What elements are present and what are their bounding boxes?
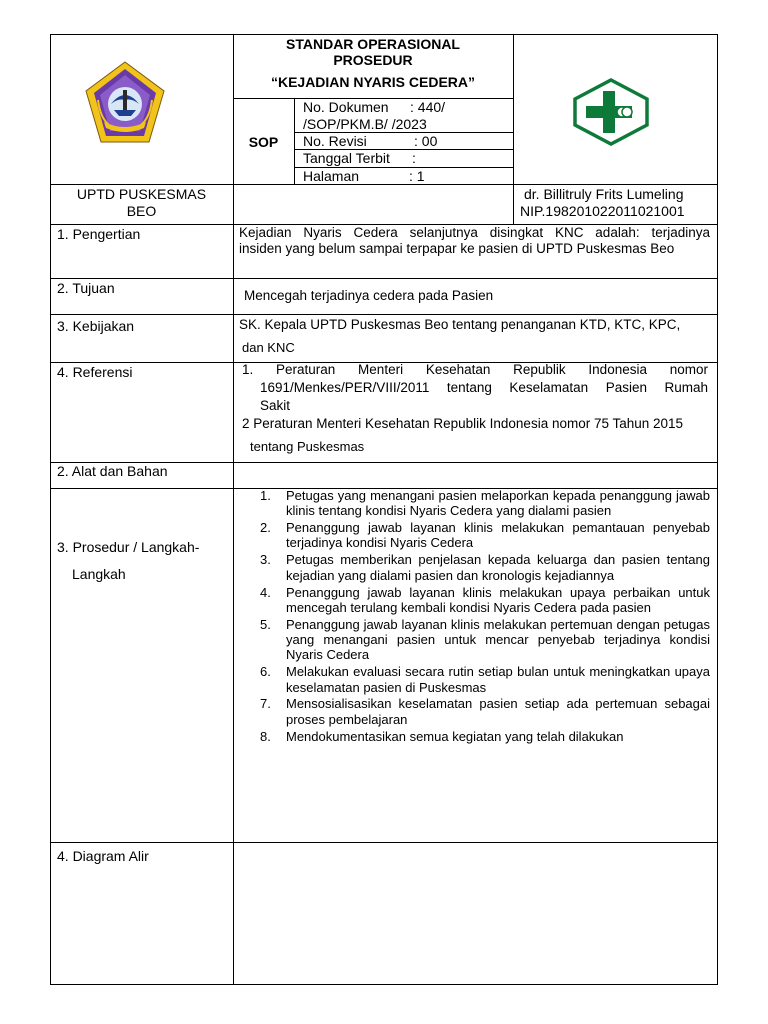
diagram-alir-label: 4. Diagram Alir bbox=[57, 848, 149, 864]
kebijakan-text: SK. Kepala UPTD Puskesmas Beo tentang penanganan KTD, KTC, KPC, bbox=[239, 317, 681, 332]
no-dokumen-value: : 440/ bbox=[410, 99, 446, 115]
list-item: 8. Mendokumentasikan semua kegiatan yang telah dilakukan bbox=[260, 728, 624, 744]
list-item: 7. Mensosialisasikan keselamatan pasien setiap ada pertemuan sebagai proses pembelajaran bbox=[260, 696, 710, 727]
header-right-divider bbox=[513, 34, 514, 225]
tanggal-terbit-label: Tanggal Terbit bbox=[303, 150, 390, 166]
doc-title-line2: PROSEDUR bbox=[333, 52, 413, 68]
row-divider bbox=[50, 842, 718, 843]
pengertian-text-line2: insiden yang belum sampai terpapar ke pasien di UPTD Puskesmas Beo bbox=[239, 241, 675, 256]
pengertian-label: 1. Pengertian bbox=[57, 226, 141, 242]
referensi-item-2-line2: tentang Puskesmas bbox=[250, 439, 365, 454]
referensi-item-2: 2 Peraturan Menteri Kesehatan Republik Indonesia nomor 75 Tahun 2015 bbox=[242, 416, 684, 431]
halaman-value: : 1 bbox=[409, 168, 425, 184]
border-left bbox=[50, 34, 51, 985]
border-bottom bbox=[50, 984, 718, 985]
doc-subtitle: “KEJADIAN NYARIS CEDERA” bbox=[270, 74, 476, 90]
list-item: 5. Penanggung jawab layanan klinis melakukan pertemuan dengan petugas yang menangani pasien untuk mencar penyebab terjadinya kondisi Nyaris Cedera bbox=[260, 616, 710, 663]
list-item: 6. Melakukan evaluasi secara rutin setiap bulan untuk meningkatkan upaya keselamatan pasien di Puskesmas bbox=[260, 664, 710, 695]
sop-label: SOP bbox=[248, 134, 279, 150]
regional-emblem-icon bbox=[84, 60, 166, 146]
prosedur-label: 3. Prosedur / Langkah- bbox=[57, 539, 200, 555]
halaman-label: Halaman bbox=[303, 168, 360, 184]
list-item: 2. Penanggung jawab layanan klinis melakukan pemantauan penyebab terjadinya kondisi Nyaris Cedera bbox=[260, 520, 710, 551]
org-name-line2: BEO bbox=[126, 203, 157, 219]
list-item: 3. Petugas memberikan penjelasan kepada keluarga dan pasien tentang kejadian yang dialami pasien dan kronologis kejadiannya bbox=[260, 552, 710, 583]
row-divider bbox=[50, 278, 718, 279]
no-revisi-label: No. Revisi bbox=[303, 133, 367, 149]
signer-name: dr. Billitruly Frits Lumeling bbox=[524, 186, 684, 202]
referensi-item-1-line3: Sakit bbox=[260, 398, 291, 413]
org-name: UPTD PUSKESMAS bbox=[76, 186, 207, 202]
kebijakan-text-line2: dan KNC bbox=[242, 340, 295, 355]
alat-bahan-label: 2. Alat dan Bahan bbox=[57, 463, 168, 479]
no-revisi-value: : 00 bbox=[414, 133, 438, 149]
border-right bbox=[717, 34, 718, 985]
no-dokumen-label: No. Dokumen bbox=[303, 99, 389, 115]
column-divider bbox=[233, 34, 234, 985]
pengertian-text: Kejadian Nyaris Cedera selanjutnya disingkat KNC adalah: terjadinya bbox=[239, 225, 710, 240]
tujuan-text: Mencegah terjadinya cedera pada Pasien bbox=[244, 288, 494, 303]
prosedur-label-line2: Langkah bbox=[72, 566, 126, 582]
list-item: 1. Petugas yang menangani pasien melaporkan kepada penanggung jawab klinis tentang kondisi Nyaris Cedera yang dialami pasien bbox=[260, 488, 710, 519]
no-dokumen-value-line2: /SOP/PKM.B/ /2023 bbox=[303, 116, 427, 132]
doc-title: STANDAR OPERASIONAL bbox=[286, 36, 460, 52]
tujuan-label: 2. Tujuan bbox=[57, 280, 115, 296]
signer-nip: NIP.198201022011021001 bbox=[520, 203, 685, 219]
puskesmas-logo bbox=[570, 77, 652, 147]
sop-divider bbox=[294, 98, 295, 185]
referensi-item-1: 1. Peraturan Menteri Kesehatan Republik Indonesia nomor bbox=[242, 362, 708, 377]
kebijakan-label: 3. Kebijakan bbox=[57, 318, 135, 334]
referensi-label: 4. Referensi bbox=[57, 364, 133, 380]
list-item: 4. Penanggung jawab layanan klinis melakukan upaya perbaikan untuk mencegah terulang kembali kondisi Nyaris Cedera pada pasien bbox=[260, 584, 710, 615]
referensi-item-1-line2: 1691/Menkes/PER/VIII/2011 tentang Keselamatan Pasien Rumah bbox=[260, 380, 708, 395]
regional-emblem-logo bbox=[84, 60, 166, 146]
prosedur-steps bbox=[260, 488, 710, 746]
border-top bbox=[50, 34, 718, 35]
row-divider bbox=[50, 314, 718, 315]
puskesmas-cross-icon bbox=[570, 77, 652, 147]
tanggal-terbit-value: : bbox=[412, 150, 416, 166]
header-divider bbox=[50, 184, 718, 185]
